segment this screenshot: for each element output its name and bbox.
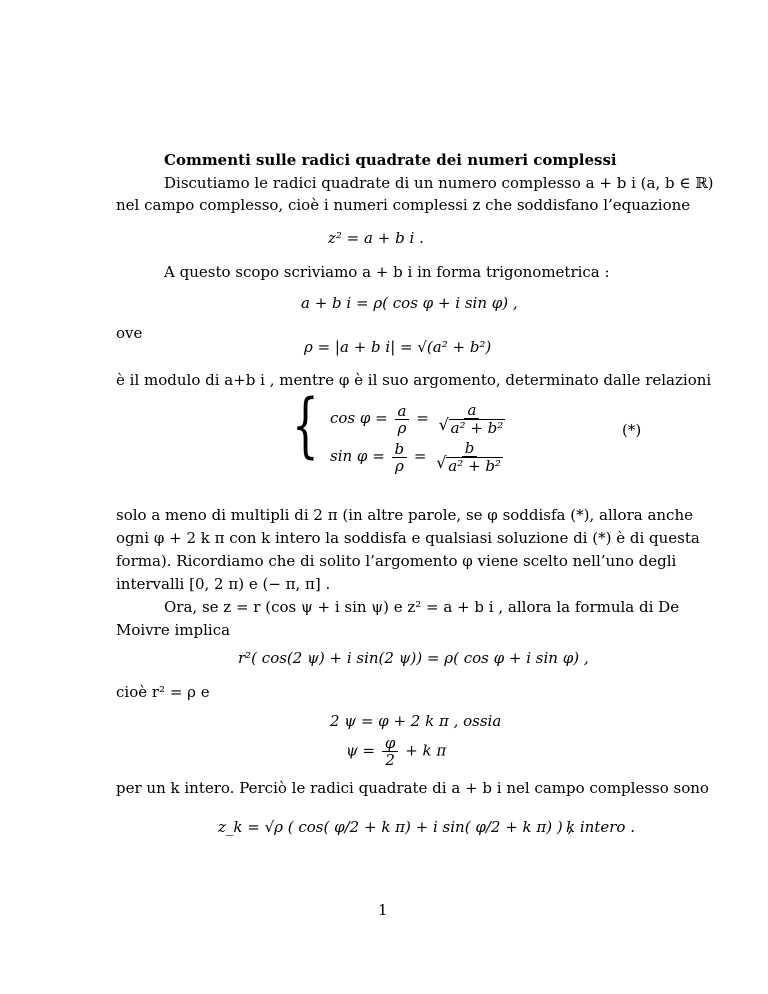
- equation-label-star: (*): [622, 421, 642, 439]
- section-title: Commenti sulle radici quadrate dei numeri complessi: [164, 151, 617, 169]
- equation-z-squared: z² = a + b i .: [328, 229, 424, 247]
- paragraph-line: Moivre implica: [116, 621, 231, 639]
- equation-modulus: ρ = |a + b i| = √(a² + b²): [304, 338, 492, 356]
- equation-square-roots: z_k = √ρ ( cos( φ/2 + k π) + i sin( φ/2 + k π) ) ,: [218, 818, 573, 836]
- paragraph-line: forma). Ricordiamo che di solito l’argomento φ viene scelto nell’uno degli: [116, 552, 677, 570]
- paragraph-line: ove: [116, 324, 143, 342]
- paragraph-line: cioè r² = ρ e: [116, 683, 210, 701]
- paragraph-line: A questo scopo scriviamo a + b i in forma trigonometrica :: [164, 263, 610, 281]
- paragraph-line: Discutiamo le radici quadrate di un numero complesso a + b i (a, b ∈ ℝ): [164, 174, 714, 192]
- equation-psi: ψ = $\frac{\varphi}{2}$ + k π: [346, 734, 447, 769]
- system-brace: {: [292, 384, 319, 466]
- system-cos-row: cos φ = $\frac{a}{\rho}$ = a √ a² + b²: [330, 401, 504, 437]
- page-number: 1: [378, 901, 388, 919]
- paragraph-line: nel campo complesso, cioè i numeri complessi z che soddisfano l’equazione: [116, 196, 691, 214]
- equation-square-roots-tail: k intero .: [566, 818, 635, 836]
- paragraph-line: Ora, se z = r (cos ψ + i sin ψ) e z² = a + b i , allora la formula di De: [164, 598, 680, 616]
- paragraph-line: ogni φ + 2 k π con k intero la soddisfa e qualsiasi soluzione di (*) è di questa: [116, 529, 700, 547]
- equation-trigonometric-form: a + b i = ρ( cos φ + i sin φ) ,: [301, 294, 518, 312]
- equation-de-moivre: r²( cos(2 ψ) + i sin(2 ψ)) = ρ( cos φ + i sin φ) ,: [238, 649, 589, 667]
- equation-psi-relation: 2 ψ = φ + 2 k π , ossia: [330, 712, 502, 730]
- paragraph-line: solo a meno di multipli di 2 π (in altre parole, se φ soddisfa (*), allora anche: [116, 506, 693, 524]
- paragraph-line: per un k intero. Perciò le radici quadrate di a + b i nel campo complesso sono: [116, 779, 709, 797]
- paragraph-line: intervalli [0, 2 π) e (− π, π] .: [116, 575, 331, 593]
- system-sin-row: sin φ = $\frac{b}{\rho}$ = b √ a² + b²: [330, 439, 501, 475]
- paragraph-line: è il modulo di a+b i , mentre φ è il suo argomento, determinato dalle relazioni: [116, 371, 712, 389]
